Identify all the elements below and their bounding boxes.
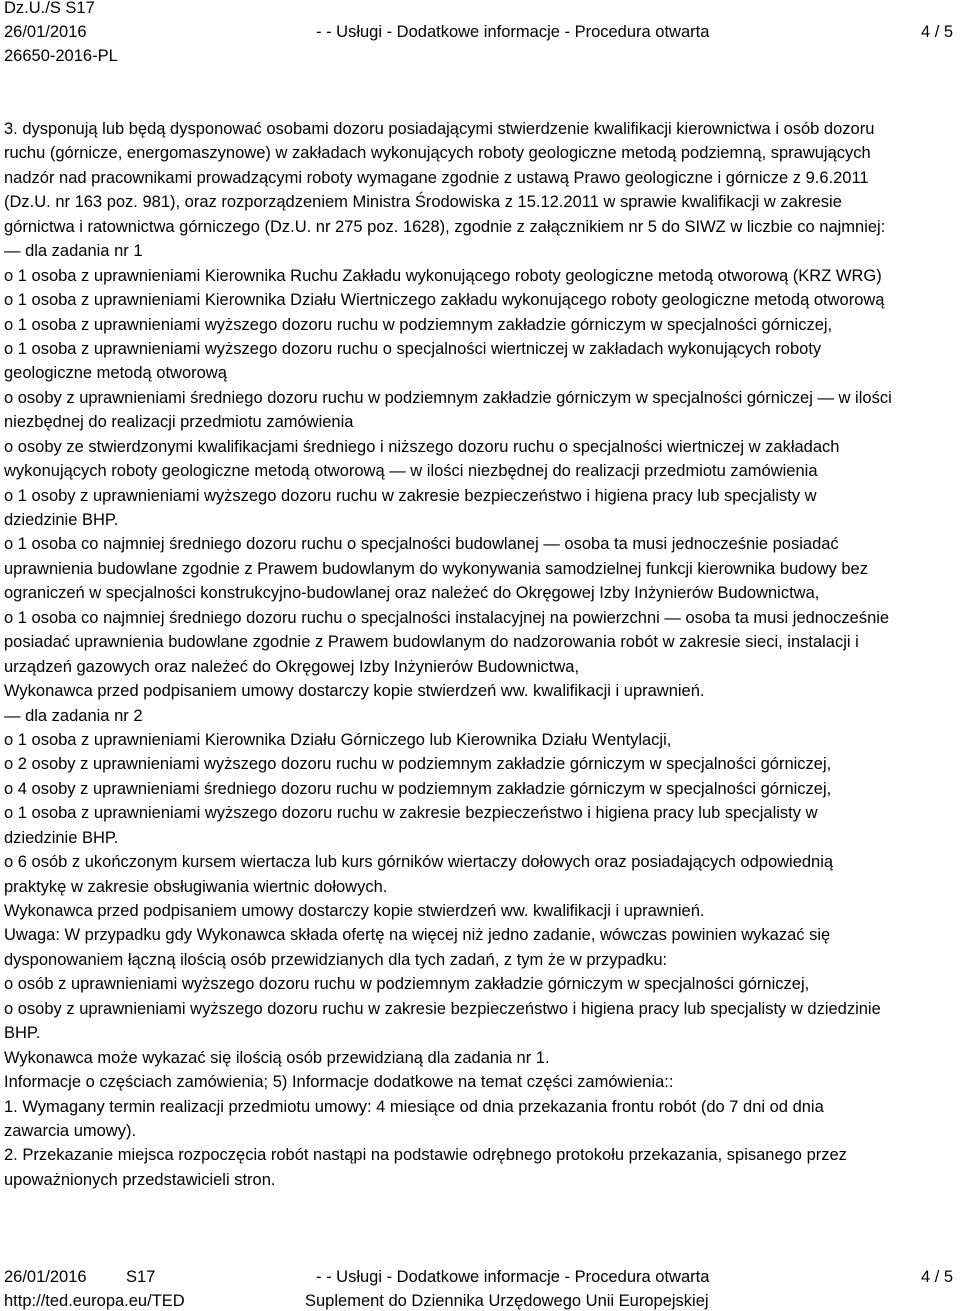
body-line: (Dz.U. nr 163 poz. 981), oraz rozporządzeniem Ministra Środowiska z 15.12.2011 w sprawie kwalifikacji w zakresie <box>4 193 842 212</box>
body-line: — dla zadania nr 2 <box>4 706 143 725</box>
body-line: posiadać uprawnienia budowlane zgodnie z Prawem budowlanym do nadzorowania robót w zakresie sieci, instalacji i <box>4 633 859 652</box>
body-line: o 1 osoba z uprawnieniami wyższego dozoru ruchu w zakresie bezpieczeństwo i higiena pracy lub specjalisty w <box>4 804 818 823</box>
body-line: Informacje o częściach zamówienia; 5) Informacje dodatkowe na temat części zamówienia:: <box>4 1073 674 1092</box>
body-line: BHP. <box>4 1024 41 1043</box>
body-line: ograniczeń w specjalności konstrukcyjno-budowlanej oraz należeć do Okręgowej Izby Inżynierów Budownictwa, <box>4 584 820 603</box>
body-line: Wykonawca przed podpisaniem umowy dostarczy kopie stwierdzeń ww. kwalifikacji i uprawnień. <box>4 902 705 920</box>
footer-url[interactable]: http://ted.europa.eu/TED <box>4 1292 185 1310</box>
body-line: wykonujących roboty geologiczne metodą otworową — w ilości niezbędnej do realizacji przedmiotu zamówienia <box>4 462 818 481</box>
body-line: o 1 osoba co najmniej średniego dozoru ruchu o specjalności instalacyjnej na powierzchni — osoba ta musi jednocześnie <box>4 608 890 627</box>
body-line: o 1 osoba z uprawnieniami Kierownika Ruchu Zakładu wykonującego roboty geologiczne metodą otworową (KRZ WRG) <box>4 266 882 285</box>
body-line: o 1 osoba co najmniej średniego dozoru ruchu o specjalności budowlanej — osoba ta musi jednocześnie posiadać <box>4 535 839 554</box>
footer-journal-issue: S17 <box>126 1268 156 1286</box>
body-line: o 1 osoba z uprawnieniami wyższego dozoru ruchu w podziemnym zakładzie górniczym w specjalności górniczej, <box>4 315 833 334</box>
header-date: 26/01/2016 <box>4 23 87 41</box>
body-line: praktykę w zakresie obsługiwania wiertnic dołowych. <box>4 877 388 896</box>
body-line: o 6 osób z ukończonym kursem wiertacza lub kurs górników wiertaczy dołowych oraz posiadających odpowiednią <box>4 853 834 872</box>
body-line: geologiczne metodą otworową <box>4 364 227 383</box>
journal-reference: Dz.U./S S17 <box>4 0 95 17</box>
body-line: nadzór nad pracownikami prowadzącymi roboty wymagane zgodnie z ustawą Prawo geologiczne i górnicze z 9.6.2011 <box>4 168 869 187</box>
body-line: dziedzinie BHP. <box>4 511 119 529</box>
body-line: dysponowaniem łączną ilością osób przewidzianych dla tych zadań, z tym że w przypadku: <box>4 950 668 969</box>
body-line: 3. dysponują lub będą dysponować osobami dozoru posiadającymi stwierdzenie kwalifikacji kierownictwa i osób dozoru <box>4 120 875 138</box>
footer-date: 26/01/2016 <box>4 1268 87 1286</box>
body-line: o 1 osoba z uprawnieniami Kierownika Działu Wiertniczego zakładu wykonującego roboty geologiczne metodą otworową <box>4 291 885 310</box>
body-line: o 1 osoba z uprawnieniami Kierownika Działu Górniczego lub Kierownika Działu Wentylacji, <box>4 730 672 749</box>
body-line: zawarcia umowy). <box>4 1121 137 1140</box>
body-line: Wykonawca przed podpisaniem umowy dostarczy kopie stwierdzeń ww. kwalifikacji i uprawnień. <box>4 682 705 701</box>
body-line: — dla zadania nr 1 <box>4 242 143 261</box>
footer-publication-name: Suplement do Dziennika Urzędowego Unii Europejskiej <box>305 1292 709 1310</box>
body-line: o 2 osoby z uprawnieniami wyższego dozoru ruchu w podziemnym zakładzie górniczym w specjalności górniczej, <box>4 755 832 774</box>
body-line: o osoby ze stwierdzonymi kwalifikacjami średniego i niższego dozoru ruchu o specjalności wiertniczej w zakładach <box>4 437 840 456</box>
body-line: niezbędnej do realizacji przedmiotu zamówienia <box>4 413 354 432</box>
body-line: uprawnienia budowlane zgodnie z Prawem budowlanym do wykonywania samodzielnej funkcji kierownika budowy bez <box>4 559 868 578</box>
body-line: o 4 osoby z uprawnieniami średniego dozoru ruchu w podziemnym zakładzie górniczym w specjalności górniczej, <box>4 779 832 798</box>
body-line: o 1 osoba z uprawnieniami wyższego dozoru ruchu o specjalności wiertniczej w zakładach wykonujących roboty <box>4 339 822 358</box>
footer-page-number: 4 / 5 <box>921 1268 954 1286</box>
notice-id: 26650-2016-PL <box>4 47 118 65</box>
body-line: Wykonawca może wykazać się ilością osób przewidzianą dla zadania nr 1. <box>4 1048 550 1067</box>
body-line: ruchu (górnicze, energomaszynowe) w zakładach wykonujących roboty geologiczne metodą podziemną, sprawujących <box>4 144 871 163</box>
body-line: urządzeń gazowych oraz należeć do Okręgowej Izby Inżynierów Budownictwa, <box>4 657 580 676</box>
body-line: 2. Przekazanie miejsca rozpoczęcia robót nastąpi na podstawie odrębnego protokołu przekazania, spisanego przez <box>4 1146 847 1165</box>
body-line: 1. Wymagany termin realizacji przedmiotu umowy: 4 miesiące od dnia przekazania frontu robót (do 7 dni od dnia <box>4 1097 824 1116</box>
footer-section: - - Usługi - Dodatkowe informacje - Procedura otwarta <box>316 1268 710 1286</box>
document-body <box>4 117 956 1192</box>
body-line: dziedzinie BHP. <box>4 828 119 847</box>
header-section: - - Usługi - Dodatkowe informacje - Procedura otwarta <box>316 23 710 41</box>
body-line: o osoby z uprawnieniami średniego dozoru ruchu w podziemnym zakładzie górniczym w specjalności górniczej — w ilości <box>4 388 892 407</box>
body-line: górnictwa i ratownictwa górniczego (Dz.U. nr 275 poz. 1628), zgodnie z załącznikiem nr 5 do SIWZ w liczbie co najmniej: <box>4 217 886 236</box>
body-line: o osoby z uprawnieniami wyższego dozoru ruchu w zakresie bezpieczeństwo i higiena pracy lub specjalisty w dziedzinie <box>4 999 881 1018</box>
body-line: o 1 osoby z uprawnieniami wyższego dozoru ruchu w zakresie bezpieczeństwo i higiena pracy lub specjalisty w <box>4 486 817 505</box>
body-line: Uwaga: W przypadku gdy Wykonawca składa ofertę na więcej niż jedno zadanie, wówczas powinien wykazać się <box>4 926 831 945</box>
body-line: upoważnionych przedstawicieli stron. <box>4 1170 276 1189</box>
body-line: o osób z uprawnieniami wyższego dozoru ruchu w podziemnym zakładzie górniczym w specjalności górniczej, <box>4 975 810 994</box>
header-page-number: 4 / 5 <box>921 23 954 41</box>
